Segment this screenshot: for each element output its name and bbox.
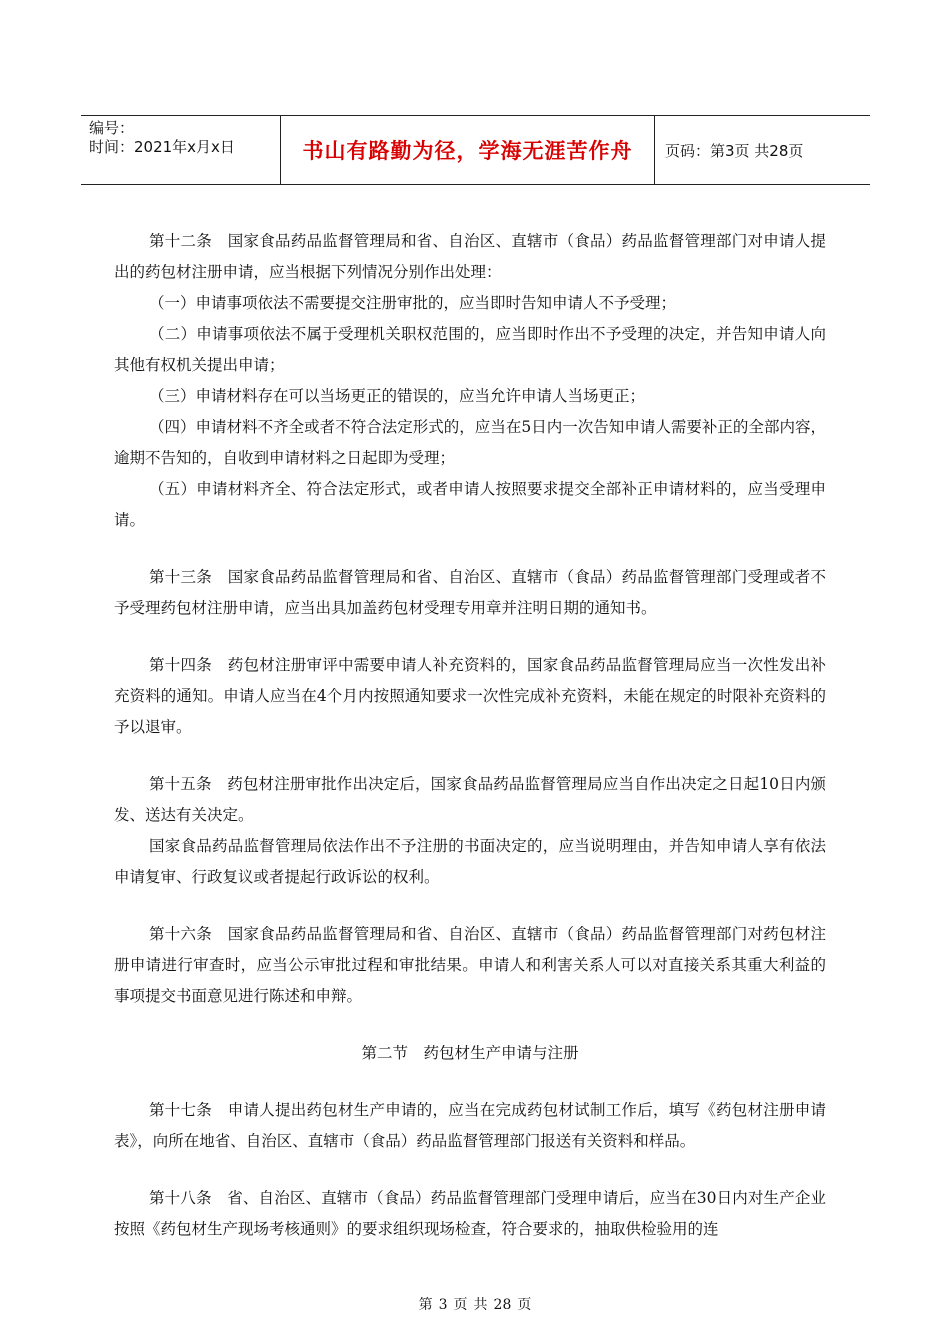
footer-ye: 页 (453, 1297, 468, 1313)
article-12-item-2: （二）申请事项依法不属于受理机关职权范围的，应当即时作出不予受理的决定，并告知申请人向其他有权机关提出申请； (114, 325, 826, 374)
document-time-label: 时间：2021年x月x日 (89, 138, 235, 156)
header-motto-cell (281, 116, 655, 184)
footer-ye-2: 页 (517, 1297, 532, 1313)
footer-gong: 共 (473, 1297, 488, 1313)
article-15-para-2: 国家食品药品监督管理局依法作出不予注册的书面决定的，应当说明理由，并告知申请人享有依法申请复审、行政复议或者提起行政诉讼的权利。 (114, 837, 826, 886)
footer-di: 第 (418, 1297, 433, 1313)
section-title: 第二节 药包材生产申请与注册 (361, 1044, 579, 1062)
article-12: 第十二条 国家食品药品监督管理局和省、自治区、直辖市（食品）药品监督管理部门对申请人提出的药包材注册申请，应当根据下列情况分别作出处理： (114, 232, 826, 281)
page-footer (0, 1294, 950, 1314)
article-12-item-1: （一）申请事项依法不需要提交注册审批的，应当即时告知申请人不予受理； (149, 294, 677, 312)
document-header (81, 115, 870, 185)
article-15: 第十五条 药包材注册审批作出决定后，国家食品药品监督管理局应当自作出决定之日起10日内颁发、送达有关决定。 (114, 775, 826, 824)
article-12-item-5: （五）申请材料齐全、符合法定形式，或者申请人按照要求提交全部补正申请材料的，应当受理申请。 (114, 480, 826, 529)
footer-total-pages: 28 (493, 1297, 512, 1313)
article-14: 第十四条 药包材注册审评中需要申请人补充资料的，国家食品药品监督管理局应当一次性发出补充资料的通知。申请人应当在4个月内按照通知要求一次性完成补充资料，未能在规定的时限补充资料的予以退审。 (114, 656, 826, 736)
header-page-code: 页码：第3页 共28页 (665, 141, 804, 160)
document-body (114, 226, 826, 1245)
document-number-label: 编号： (89, 119, 135, 137)
article-17: 第十七条 申请人提出药包材生产申请的，应当在完成药包材试制工作后，填写《药包材注册申请表》，向所在地省、自治区、直辖市（食品）药品监督管理部门报送有关资料和样品。 (114, 1101, 826, 1150)
header-motto: 书山有路勤为径，学海无涯苦作舟 (302, 139, 633, 163)
article-16: 第十六条 国家食品药品监督管理局和省、自治区、直辖市（食品）药品监督管理部门对药包材注册申请进行审查时，应当公示审批过程和审批结果。申请人和利害关系人可以对直接关系其重大利益的事项提交书面意见进行陈述和申辩。 (114, 925, 826, 1005)
header-meta (81, 116, 281, 184)
article-12-item-3: （三）申请材料存在可以当场更正的错误的，应当允许申请人当场更正； (149, 387, 646, 405)
footer-page-number: 3 (438, 1297, 448, 1313)
article-18: 第十八条 省、自治区、直辖市（食品）药品监督管理部门受理申请后，应当在30日内对生产企业按照《药包材生产现场考核通则》的要求组织现场检查，符合要求的，抽取供检验用的连 (114, 1189, 826, 1238)
article-12-item-4: （四）申请材料不齐全或者不符合法定形式的，应当在5日内一次告知申请人需要补正的全部内容，逾期不告知的，自收到申请材料之日起即为受理； (114, 418, 826, 467)
article-13: 第十三条 国家食品药品监督管理局和省、自治区、直辖市（食品）药品监督管理部门受理或者不予受理药包材注册申请，应当出具加盖药包材受理专用章并注明日期的通知书。 (114, 568, 826, 617)
